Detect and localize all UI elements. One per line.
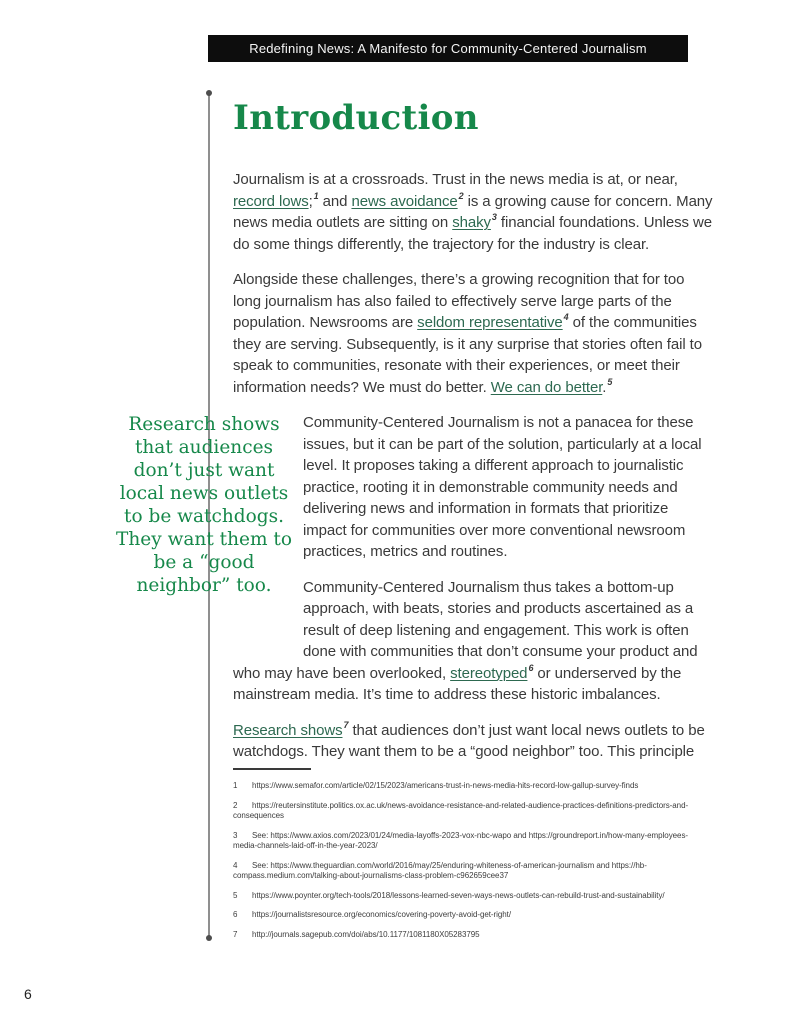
footnote-ref: 1: [313, 190, 319, 201]
header-bar: [208, 35, 688, 62]
footnote-number: 1: [233, 781, 238, 790]
inline-link[interactable]: news avoidance: [351, 192, 458, 210]
paragraph-3: Community-Centered Journalism is not a panacea for these issues, but it can be part of the solution, particularly at a local level. It proposes taking a different approach to journalistic practice, rooting it in demonstrable community needs and delivering news and information in formats that prioritize impact for communities over more conventional newsroom practices, metrics and routines.: [303, 414, 702, 560]
footnote-ref: 7: [343, 719, 349, 730]
footnote-number: 7: [233, 929, 238, 939]
footnote-text[interactable]: https://www.poynter.org/tech-tools/2018/lessons-learned-seven-ways-news-outlets-can-rebuild-trust-and-sustainability/: [252, 890, 665, 900]
paragraph-5: Research shows$^7$ that audiences don’t just want local news outlets to be watchdogs. They want them to be a “good neighbor” too. This principle: [233, 719, 705, 760]
margin-rule-dot-bottom: [206, 935, 212, 941]
footnote-number: 2: [233, 800, 238, 810]
footnote-divider: [233, 768, 311, 770]
footnote: [233, 781, 709, 792]
footnote-number: 3: [233, 830, 238, 840]
footnote-ref: 2: [458, 190, 464, 201]
inline-link[interactable]: record lows: [233, 192, 309, 210]
paragraph-1: Journalism is at a crossroads. Trust in the news media is at, or near, record lows;$^1$ and news avoidance$^2$ is a growing cause for concern. Many news media outlets are sitting on shaky$^3$ financial foundations. Unless we do some things differently, the trajectory for the industry is clear.: [233, 171, 713, 253]
footnote: [233, 861, 709, 882]
paragraph-4: Community-Centered Journalism thus takes a bottom-up approach, with beats, stories and products ascertained as a result of deep listening and engagement. This work is often done with communities that don’t consume your product and who may have been overlooked, stereotyped$^6$ or underserved by the mainstream media. It’s time to address these historic imbalances.: [233, 578, 698, 703]
footnote: [233, 891, 709, 902]
footnote-ref: 6: [528, 662, 534, 673]
pull-quote: Research shows that audiences don’t just want local news outlets to be watchdogs. They want them to be a “good neighbor” too.: [116, 414, 292, 596]
footnote-ref: 5: [607, 376, 613, 387]
text-column: [116, 96, 715, 777]
footnote-number: 5: [233, 890, 238, 900]
inline-link[interactable]: stereotyped: [450, 664, 528, 682]
footnote-number: 6: [233, 910, 238, 919]
footnotes-section: [233, 768, 709, 949]
header-title: Redefining News: A Manifesto for Community-Centered Journalism: [249, 41, 647, 56]
footnote: [233, 930, 709, 941]
footnote-text[interactable]: http://journals.sagepub.com/doi/abs/10.1177/1081180X05283795: [252, 929, 480, 939]
footnote: [233, 801, 709, 822]
footnote-text[interactable]: https://reutersinstitute.politics.ox.ac.uk/news-avoidance-resistance-and-related-audience-practices-definitions-predictors-and-consequences: [233, 800, 689, 820]
inline-link[interactable]: Research shows: [233, 721, 343, 739]
footnote-text[interactable]: See: https://www.axios.com/2023/01/24/media-layoffs-2023-vox-nbc-wapo and https://groundreport.in/how-many-employees-media-channels-laid-off-in-the-year-2023/: [233, 830, 689, 850]
footnote-ref: 4: [563, 312, 569, 322]
paragraph-2: Alongside these challenges, there’s a growing recognition that for too long journalism has also failed to effectively serve large parts of the population. Newsrooms are seldom representative$^4$ of the communities they are serving. Subsequently, is it any surprise that stories often fail to speak to communities, resonate with their experiences, or meet their information needs? We must do better. We can do better.$^5$: [233, 271, 702, 396]
margin-rule-dot-top: [206, 90, 212, 96]
footnote-number: 4: [233, 860, 238, 870]
inline-link[interactable]: We can do better: [490, 378, 603, 396]
footnote: [233, 910, 709, 921]
wrapped-text-section: [116, 412, 715, 720]
footnote-text[interactable]: See: https://www.theguardian.com/world/2016/may/25/enduring-whiteness-of-american-journalism and https://hb-compass.medium.com/talking-about-journalisms-class-problem-c962659cee37: [233, 860, 647, 880]
footnote-text[interactable]: https://www.semafor.com/article/02/15/2023/americans-trust-in-news-media-hits-record-low-gallup-survey-finds: [252, 781, 639, 790]
footnote: [233, 831, 709, 852]
footnote-ref: 3: [491, 212, 497, 222]
page-title: Introduction: [233, 98, 479, 138]
inline-link[interactable]: shaky: [452, 214, 491, 231]
inline-link[interactable]: seldom representative: [417, 314, 563, 331]
footnote-text[interactable]: https://journalistsresource.org/economics/covering-poverty-avoid-get-right/: [252, 910, 512, 919]
page-number: 6: [24, 986, 32, 1002]
